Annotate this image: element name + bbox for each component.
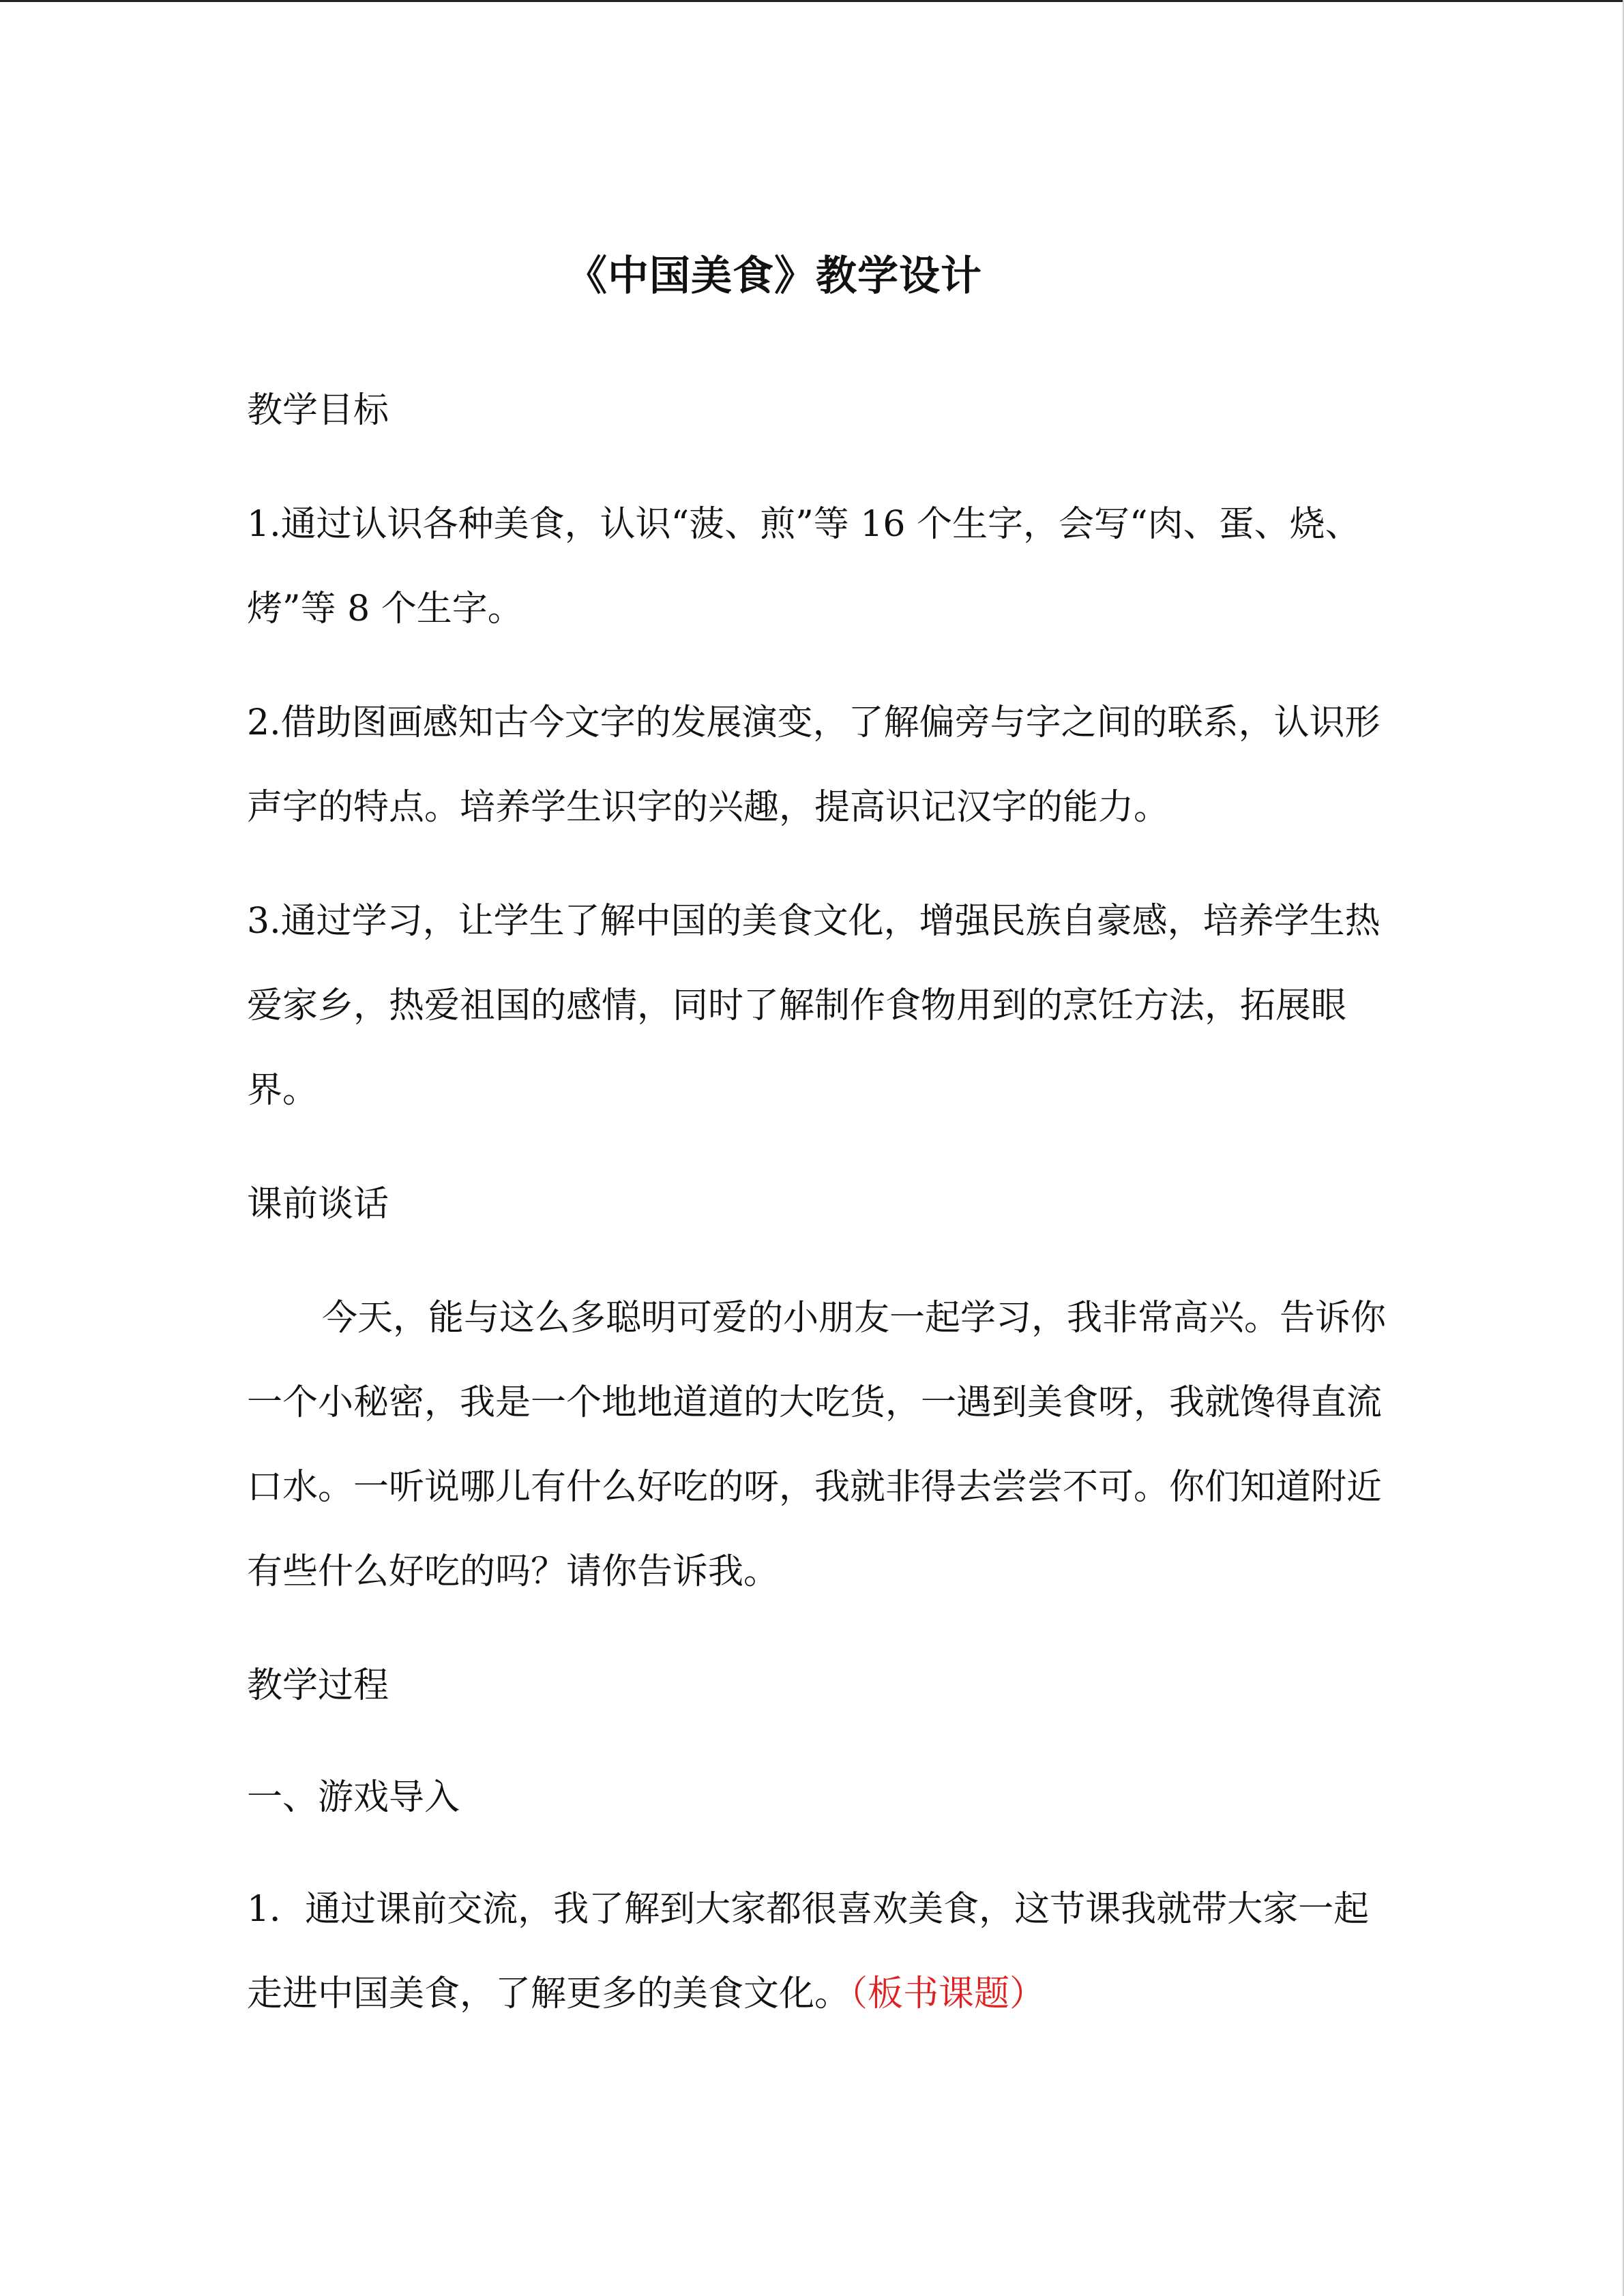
- goal-item-2: 2.借助图画感知古今文字的发展演变，了解偏旁与字之间的联系，认识形声字的特点。培养学生识字的兴趣，提高识记汉字的能力。: [247, 702, 1381, 828]
- top-border-line: [0, 0, 1624, 2]
- board-title-note: （板书课题）: [850, 1973, 1046, 2014]
- part-one-heading: 一、游戏导入: [247, 1777, 460, 1818]
- goal-item-1: 1.通过认识各种美食，认识“菠、煎”等 16 个生字，会写“肉、蛋、烧、烤”等 8 个生字。: [247, 504, 1361, 629]
- pretalk-heading: 课前谈话: [247, 1184, 389, 1225]
- step-1-paragraph: [247, 1867, 1393, 2036]
- pretalk-paragraph: 今天，能与这么多聪明可爱的小朋友一起学习，我非常高兴。告诉你一个小秘密，我是一个地地道道的大吃货，一遇到美食呀，我就馋得直流口水。一听说哪儿有什么好吃的呀，我就非得去尝尝不可。你们知道附近有些什么好吃的吗？请你告诉我。: [247, 1298, 1387, 1592]
- document-title: 《中国美食》教学设计: [566, 252, 982, 300]
- process-heading: 教学过程: [247, 1665, 389, 1706]
- document-body: [247, 368, 1393, 2066]
- goal-item-3: 3.通过学习，让学生了解中国的美食文化，增强民族自豪感，培养学生热爱家乡，热爱祖国的感情，同时了解制作食物用到的烹饪方法，拓展眼界。: [247, 901, 1381, 1111]
- goals-heading: 教学目标: [247, 390, 389, 431]
- step-1-text: 1．通过课前交流，我了解到大家都很喜欢美食，这节课我就带大家一起走进中国美食，了解更多的美食文化。: [247, 1889, 1370, 2014]
